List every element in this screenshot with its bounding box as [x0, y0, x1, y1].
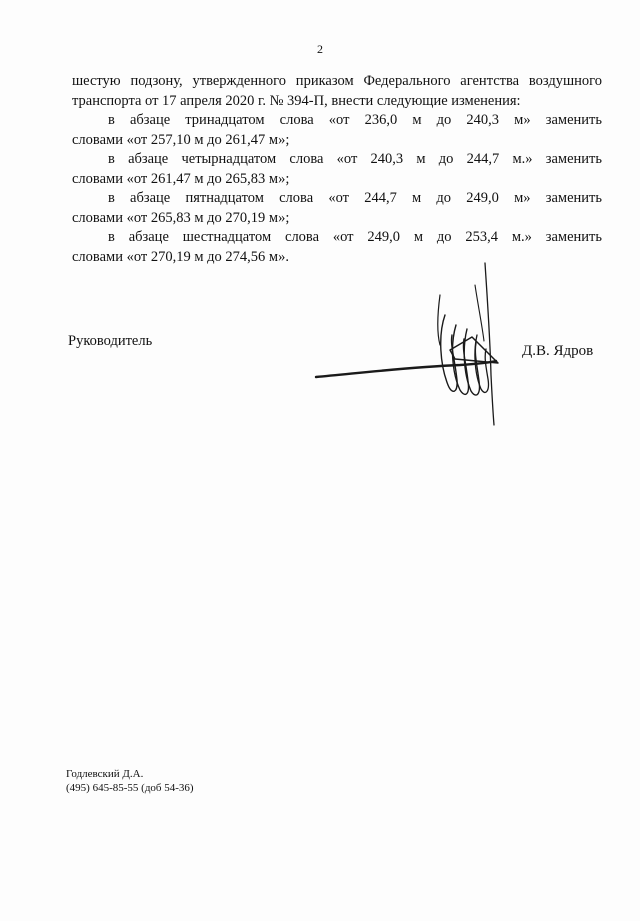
handwritten-signature — [300, 255, 530, 435]
body-text — [72, 72, 602, 267]
contact-phone: (495) 645-85-55 (доб 54-36) — [66, 782, 194, 794]
body-line: шестую подзону, утвержденного приказом Федерального агентства воздушного — [72, 73, 602, 89]
body-line: словами «от 257,10 м до 261,47 м»; — [72, 131, 290, 148]
body-line: в абзаце пятнадцатом слова «от 244,7 м до 249,0 м» заменить — [108, 190, 602, 206]
body-line: транспорта от 17 апреля 2020 г. № 394-П, внести следующие изменения: — [72, 92, 521, 109]
body-line: словами «от 270,19 м до 274,56 м». — [72, 248, 289, 265]
body-line: в абзаце четырнадцатом слова «от 240,3 м до 244,7 м.» заменить — [108, 151, 602, 167]
signatory-role: Руководитель — [68, 333, 153, 349]
signatory-name: Д.В. Ядров — [522, 343, 594, 359]
body-line: словами «от 261,47 м до 265,83 м»; — [72, 170, 290, 187]
body-line: в абзаце шестнадцатом слова «от 249,0 м до 253,4 м.» заменить — [108, 229, 602, 245]
contact-name: Годлевский Д.А. — [66, 768, 144, 780]
body-line: словами «от 265,83 м до 270,19 м»; — [72, 209, 290, 226]
page-number: 2 — [317, 42, 323, 56]
body-line: в абзаце тринадцатом слова «от 236,0 м до 240,3 м» заменить — [108, 112, 602, 128]
contact-block — [66, 767, 194, 795]
